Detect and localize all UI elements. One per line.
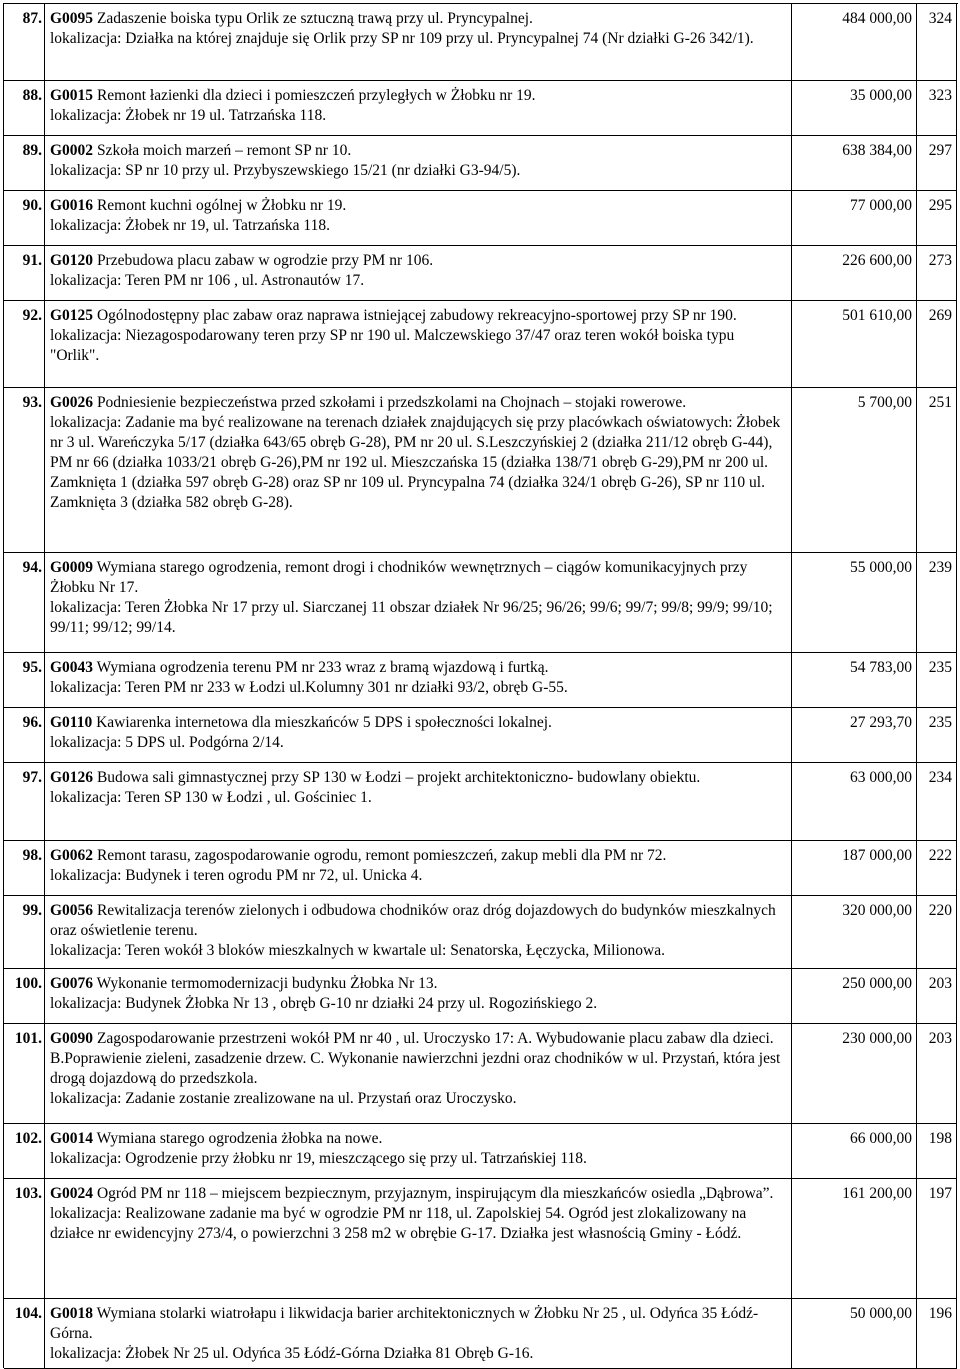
- amount-cell: [792, 896, 917, 968]
- table-row: [4, 1179, 957, 1299]
- project-location: lokalizacja: Teren Żłobka Nr 17 przy ul. Siarczanej 11 obszar działek Nr 96/25; 96/26; 99/6; 99/7; 99/8; 99/9; 99/10; 99/11; 99/12; 99/14.: [50, 599, 773, 636]
- row-number: 92.: [22, 307, 42, 324]
- project-votes: 203: [928, 1030, 952, 1047]
- project-amount: 484 000,00: [842, 10, 912, 27]
- project-code: G0126: [50, 769, 94, 786]
- project-votes: 251: [928, 394, 952, 411]
- row-number: 99.: [22, 902, 42, 919]
- project-description-cell: [45, 136, 792, 190]
- project-description-cell: [45, 969, 792, 1023]
- project-title: Remont kuchni ogólnej w Żłobku nr 19.: [96, 197, 347, 214]
- project-title: Zagospodarowanie przestrzeni wokół PM nr 40 , ul. Uroczysko 17: A. Wybudowanie placu zabaw dla dzieci. B.Poprawienie zieleni, zasadzenie drzew. C. Wykonanie nawierzchni jezdni oraz chodników w ul. Przystań, która jest drogą dojazdową do przedszkola.: [50, 1030, 781, 1087]
- project-description-cell: [45, 388, 792, 552]
- project-votes: 323: [928, 87, 952, 104]
- votes-cell: [917, 763, 957, 840]
- row-number-cell: [4, 81, 45, 135]
- row-number: 94.: [22, 559, 42, 576]
- project-votes: 297: [928, 142, 952, 159]
- project-amount: 5 700,00: [857, 394, 912, 411]
- table-row: [4, 841, 957, 896]
- amount-cell: [792, 1024, 917, 1123]
- project-title: Wymiana starego ogrodzenia żłobka na nowe.: [96, 1130, 383, 1147]
- project-description-cell: [45, 246, 792, 300]
- projects-table: [3, 3, 958, 1368]
- amount-cell: [792, 1299, 917, 1368]
- project-votes: 239: [928, 559, 952, 576]
- project-code: G0016: [50, 197, 94, 214]
- table-row: [4, 553, 957, 653]
- amount-cell: [792, 301, 917, 387]
- project-votes: 222: [928, 847, 952, 864]
- row-number: 95.: [22, 659, 42, 676]
- row-number-cell: [4, 1179, 45, 1298]
- row-number: 104.: [14, 1305, 42, 1322]
- project-description-cell: [45, 1179, 792, 1298]
- project-code: G0076: [50, 975, 94, 992]
- project-title: Wymiana stolarki wiatrołapu i likwidacja barier architektonicznych w Żłobku Nr 25 , ul. Odyńca 35 Łódź-Górna.: [50, 1305, 759, 1342]
- project-title-line: [50, 141, 783, 161]
- amount-cell: [792, 841, 917, 895]
- project-votes: 196: [928, 1305, 952, 1322]
- votes-cell: [917, 1179, 957, 1298]
- row-number-cell: [4, 1024, 45, 1123]
- row-number-cell: [4, 1124, 45, 1178]
- votes-cell: [917, 553, 957, 652]
- project-title: Remont tarasu, zagospodarowanie ogrodu, remont pomieszczeń, zakup mebli dla PM nr 72.: [96, 847, 667, 864]
- amount-cell: [792, 246, 917, 300]
- table-row: [4, 708, 957, 763]
- project-code: G0095: [50, 10, 94, 27]
- project-amount: 35 000,00: [850, 87, 912, 104]
- project-code: G0015: [50, 87, 94, 104]
- votes-cell: [917, 841, 957, 895]
- amount-cell: [792, 763, 917, 840]
- project-description-cell: [45, 1024, 792, 1123]
- votes-cell: [917, 191, 957, 245]
- project-description-cell: [45, 81, 792, 135]
- project-code: G0043: [50, 659, 94, 676]
- project-title-line: [50, 558, 783, 598]
- votes-cell: [917, 301, 957, 387]
- project-code: G0056: [50, 902, 94, 919]
- amount-cell: [792, 191, 917, 245]
- project-location: lokalizacja: Żłobek nr 19, ul. Tatrzańska 118.: [50, 217, 330, 234]
- project-title-line: [50, 768, 783, 788]
- table-row: [4, 653, 957, 708]
- votes-cell: [917, 136, 957, 190]
- project-title: Szkoła moich marzeń – remont SP nr 10.: [96, 142, 352, 159]
- row-number: 97.: [22, 769, 42, 786]
- project-amount: 320 000,00: [842, 902, 912, 919]
- votes-cell: [917, 388, 957, 552]
- amount-cell: [792, 653, 917, 707]
- project-title-line: [50, 196, 783, 216]
- amount-cell: [792, 1124, 917, 1178]
- row-number: 89.: [22, 142, 42, 159]
- row-number: 100.: [14, 975, 42, 992]
- amount-cell: [792, 553, 917, 652]
- project-location: lokalizacja: Żłobek nr 19 ul. Tatrzańska 118.: [50, 107, 327, 124]
- project-amount: 27 293,70: [850, 714, 912, 731]
- row-number-cell: [4, 301, 45, 387]
- table-row: [4, 246, 957, 301]
- project-title-line: [50, 251, 783, 271]
- table-row: [4, 191, 957, 246]
- project-amount: 66 000,00: [850, 1130, 912, 1147]
- project-code: G0090: [50, 1030, 94, 1047]
- project-title: Wymiana ogrodzenia terenu PM nr 233 wraz z bramą wjazdową i furtką.: [96, 659, 549, 676]
- project-amount: 63 000,00: [850, 769, 912, 786]
- row-number-cell: [4, 388, 45, 552]
- project-description-cell: [45, 841, 792, 895]
- row-number: 93.: [22, 394, 42, 411]
- project-votes: 234: [928, 769, 952, 786]
- project-title-line: [50, 86, 783, 106]
- project-code: G0120: [50, 252, 94, 269]
- project-location: lokalizacja: Realizowane zadanie ma być w ogrodzie PM nr 118, ul. Zapolskiej 54. Ogród jest zlokalizowany na działce nr ewidencyjny 273/4, o powierzchni 3 258 m2 w obrębie G-17. Działka jest własnością Gminy - Łódź.: [50, 1205, 747, 1242]
- amount-cell: [792, 388, 917, 552]
- project-title-line: [50, 658, 783, 678]
- project-title: Ogród PM nr 118 – miejscem bezpiecznym, przyjaznym, inspirującym dla mieszkańców osiedla „Dąbrowa”.: [96, 1185, 774, 1202]
- votes-cell: [917, 708, 957, 762]
- project-title: Rewitalizacja terenów zielonych i odbudowa chodników oraz dróg dojazdowych do budynków mieszkalnych oraz oświetlenie terenu.: [50, 902, 776, 939]
- row-number-cell: [4, 653, 45, 707]
- table-row: [4, 896, 957, 969]
- row-number-cell: [4, 191, 45, 245]
- project-votes: 235: [928, 659, 952, 676]
- project-votes: 295: [928, 197, 952, 214]
- project-votes: 203: [928, 975, 952, 992]
- project-location: lokalizacja: Ogrodzenie przy żłobku nr 19, mieszczącego się przy ul. Tatrzańskiej 118.: [50, 1150, 587, 1167]
- project-code: G0026: [50, 394, 94, 411]
- amount-cell: [792, 81, 917, 135]
- project-location: lokalizacja: Działka na której znajduje się Orlik przy SP nr 109 przy ul. Pryncypalnej 74 (Nr działki G-26 342/1).: [50, 30, 754, 47]
- project-title-line: [50, 393, 783, 413]
- amount-cell: [792, 1179, 917, 1298]
- project-title-line: [50, 9, 783, 29]
- table-row: [4, 4, 957, 81]
- project-description-cell: [45, 553, 792, 652]
- row-number-cell: [4, 1299, 45, 1368]
- project-title: Kawiarenka internetowa dla mieszkańców 5 DPS i społeczności lokalnej.: [96, 714, 552, 731]
- votes-cell: [917, 969, 957, 1023]
- project-location: lokalizacja: Teren wokół 3 bloków mieszkalnych w kwartale ul: Senatorska, Łęczycka, Milionowa.: [50, 942, 665, 959]
- project-title-line: [50, 901, 783, 941]
- project-code: G0062: [50, 847, 94, 864]
- project-title: Wymiana starego ogrodzenia, remont drogi i chodników wewnętrznych – ciągów komunikacyjnych przy Żłobku Nr 17.: [50, 559, 748, 596]
- project-location: lokalizacja: Zadanie zostanie zrealizowane na ul. Przystań oraz Uroczysko.: [50, 1090, 517, 1107]
- project-title-line: [50, 1129, 783, 1149]
- project-votes: 197: [928, 1185, 952, 1202]
- project-amount: 54 783,00: [850, 659, 912, 676]
- project-description-cell: [45, 896, 792, 968]
- project-description-cell: [45, 763, 792, 840]
- table-row: [4, 763, 957, 841]
- votes-cell: [917, 4, 957, 80]
- row-number-cell: [4, 896, 45, 968]
- project-code: G0024: [50, 1185, 94, 1202]
- table-row: [4, 301, 957, 388]
- row-number-cell: [4, 708, 45, 762]
- table-row: [4, 1299, 957, 1369]
- project-location: lokalizacja: Teren PM nr 233 w Łodzi ul.Kolumny 301 nr działki 93/2, obręb G-55.: [50, 679, 568, 696]
- amount-cell: [792, 4, 917, 80]
- project-votes: 269: [928, 307, 952, 324]
- project-amount: 501 610,00: [842, 307, 912, 324]
- project-title-line: [50, 974, 783, 994]
- project-description-cell: [45, 191, 792, 245]
- row-number-cell: [4, 246, 45, 300]
- row-number: 103.: [14, 1185, 42, 1202]
- project-votes: 324: [928, 10, 952, 27]
- project-location: lokalizacja: Teren SP 130 w Łodzi , ul. Gościniec 1.: [50, 789, 372, 806]
- project-description-cell: [45, 653, 792, 707]
- project-description-cell: [45, 4, 792, 80]
- project-votes: 235: [928, 714, 952, 731]
- project-title-line: [50, 1184, 783, 1204]
- project-title-line: [50, 846, 783, 866]
- row-number: 87.: [22, 10, 42, 27]
- project-title-line: [50, 1029, 783, 1089]
- project-amount: 230 000,00: [842, 1030, 912, 1047]
- project-votes: 220: [928, 902, 952, 919]
- project-title: Wykonanie termomodernizacji budynku Żłobka Nr 13.: [96, 975, 438, 992]
- votes-cell: [917, 896, 957, 968]
- row-number: 90.: [22, 197, 42, 214]
- project-description-cell: [45, 301, 792, 387]
- project-location: lokalizacja: Żłobek Nr 25 ul. Odyńca 35 Łódź-Górna Działka 81 Obręb G-16.: [50, 1345, 534, 1362]
- project-location: lokalizacja: Niezagospodarowany teren przy SP nr 190 ul. Malczewskiego 37/47 oraz teren wokół boiska typu "Orlik".: [50, 327, 735, 364]
- amount-cell: [792, 708, 917, 762]
- project-title: Przebudowa placu zabaw w ogrodzie przy PM nr 106.: [96, 252, 434, 269]
- project-amount: 226 600,00: [842, 252, 912, 269]
- table-row: [4, 81, 957, 136]
- votes-cell: [917, 246, 957, 300]
- table-row: [4, 1124, 957, 1179]
- votes-cell: [917, 81, 957, 135]
- project-location: lokalizacja: Budynek i teren ogrodu PM nr 72, ul. Unicka 4.: [50, 867, 423, 884]
- project-location: lokalizacja: 5 DPS ul. Podgórna 2/14.: [50, 734, 284, 751]
- project-amount: 161 200,00: [842, 1185, 912, 1202]
- project-title: Ogólnodostępny plac zabaw oraz naprawa istniejącej zabudowy rekreacyjno-sportowej przy SP nr 190.: [96, 307, 737, 324]
- row-number: 102.: [14, 1130, 42, 1147]
- project-votes: 273: [928, 252, 952, 269]
- row-number: 98.: [22, 847, 42, 864]
- project-amount: 638 384,00: [842, 142, 912, 159]
- project-amount: 250 000,00: [842, 975, 912, 992]
- row-number: 91.: [22, 252, 42, 269]
- votes-cell: [917, 1124, 957, 1178]
- row-number: 96.: [22, 714, 42, 731]
- project-votes: 198: [928, 1130, 952, 1147]
- project-location: lokalizacja: SP nr 10 przy ul. Przybyszewskiego 15/21 (nr działki G3-94/5).: [50, 162, 521, 179]
- project-title-line: [50, 306, 783, 326]
- project-title: Remont łazienki dla dzieci i pomieszczeń przyległych w Żłobku nr 19.: [96, 87, 536, 104]
- project-title: Budowa sali gimnastycznej przy SP 130 w Łodzi – projekt architektoniczno- budowlany obiektu.: [96, 769, 701, 786]
- project-description-cell: [45, 1299, 792, 1368]
- row-number-cell: [4, 136, 45, 190]
- table-row: [4, 969, 957, 1024]
- votes-cell: [917, 653, 957, 707]
- table-row: [4, 136, 957, 191]
- project-location: lokalizacja: Zadanie ma być realizowane na terenach działek znajdujących się przy placówkach oświatowych: Żłobek nr 3 ul. Wareńczyka 5/17 (działka 643/65 obręb G-28), PM nr 20 ul. S.Leszczyńskiej 2 (działka 211/12 obręb G-44), PM nr 66 (działka 1033/21 obręb G-26),PM nr 192 ul. Mieszczańska 15 (działka 138/71 obręb G-29),PM nr 200 ul. Zamknięta 1 (działka 597 obręb G-28) oraz SP nr 109 ul. Pryncypalna 74 (działka 324/1 obręb G-26), SP nr 110 ul. Zamknięta 3 (działka 582 obręb G-28).: [50, 414, 781, 511]
- row-number-cell: [4, 4, 45, 80]
- row-number-cell: [4, 763, 45, 840]
- project-code: G0018: [50, 1305, 94, 1322]
- row-number-cell: [4, 969, 45, 1023]
- votes-cell: [917, 1024, 957, 1123]
- project-description-cell: [45, 708, 792, 762]
- table-row: [4, 1024, 957, 1124]
- project-amount: 187 000,00: [842, 847, 912, 864]
- project-code: G0014: [50, 1130, 94, 1147]
- project-title-line: [50, 1304, 783, 1344]
- project-code: G0002: [50, 142, 94, 159]
- project-code: G0110: [50, 714, 93, 731]
- row-number-cell: [4, 553, 45, 652]
- project-title: Zadaszenie boiska typu Orlik ze sztuczną trawą przy ul. Pryncypalnej.: [96, 10, 533, 27]
- amount-cell: [792, 136, 917, 190]
- votes-cell: [917, 1299, 957, 1368]
- project-location: lokalizacja: Teren PM nr 106 , ul. Astronautów 17.: [50, 272, 365, 289]
- row-number-cell: [4, 841, 45, 895]
- project-amount: 55 000,00: [850, 559, 912, 576]
- amount-cell: [792, 969, 917, 1023]
- project-location: lokalizacja: Budynek Żłobka Nr 13 , obręb G-10 nr działki 24 przy ul. Rogozińskiego 2.: [50, 995, 598, 1012]
- project-code: G0009: [50, 559, 94, 576]
- row-number: 88.: [22, 87, 42, 104]
- project-title: Podniesienie bezpieczeństwa przed szkołami i przedszkolami na Chojnach – stojaki rowerowe.: [96, 394, 687, 411]
- project-title-line: [50, 713, 783, 733]
- table-row: [4, 388, 957, 553]
- project-description-cell: [45, 1124, 792, 1178]
- project-amount: 77 000,00: [850, 197, 912, 214]
- project-code: G0125: [50, 307, 94, 324]
- row-number: 101.: [14, 1030, 42, 1047]
- project-amount: 50 000,00: [850, 1305, 912, 1322]
